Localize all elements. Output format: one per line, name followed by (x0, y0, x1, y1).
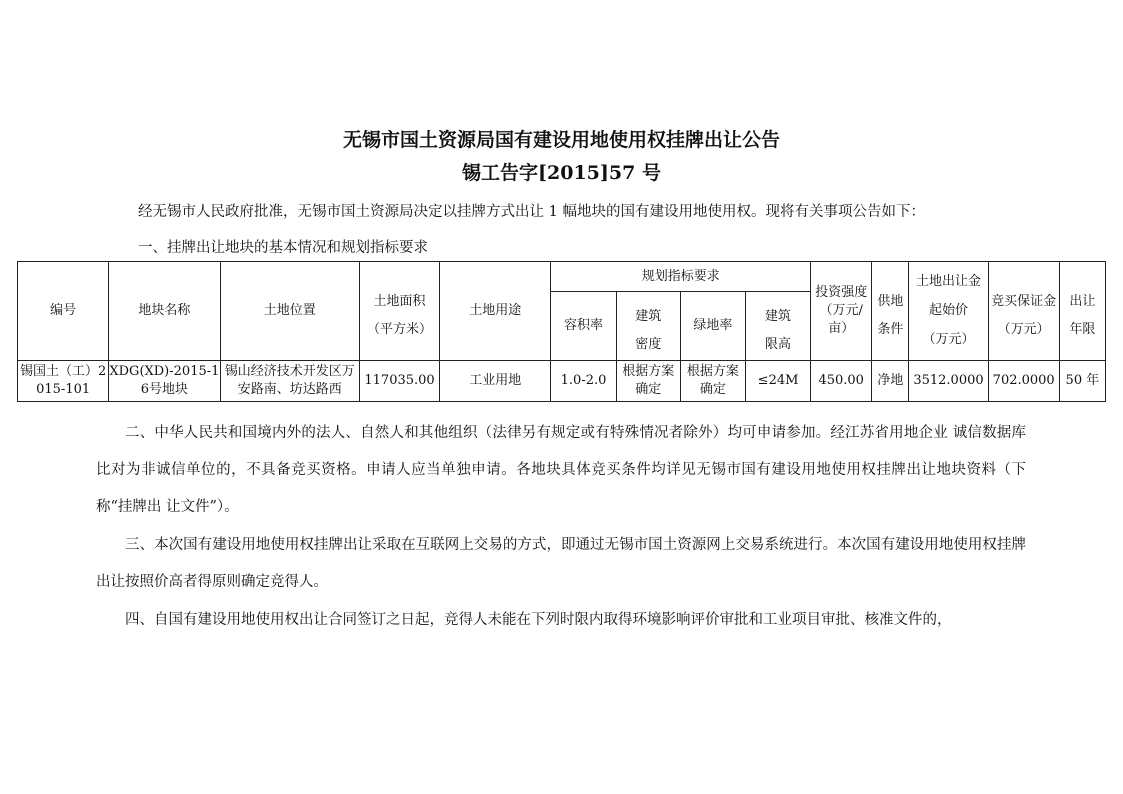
section-2-text: 二、中华人民共和国境内外的法人、自然人和其他组织（法律另有规定或有特殊情况者除外）均可申请参加。经江苏省用地企业 诚信数据库比对为非诚信单位的，不具备竞买资格。申请人应当单独申请。各地块具体竞买条件均详见无锡市国有建设用地使用权挂牌出让地块资料（下称“挂牌出 让文件”）。 (96, 425, 1026, 515)
section-4-text: 四、自国有建设用地使用权出让合同签订之日起，竞得人未能在下列时限内取得环境影响评价审批和工业项目审批、核准文件的， (125, 612, 952, 628)
header-supply: 供地 条件 (872, 262, 909, 361)
document-number: 锡工告字[2015]57 号 (462, 162, 661, 184)
cell-investment: 450.00 (811, 361, 872, 402)
header-use: 土地用途 (440, 262, 551, 361)
cell-height: ≤24M (745, 361, 810, 402)
cell-far: 1.0-2.0 (551, 361, 616, 402)
cell-green: 根据方案确定 (680, 361, 745, 402)
header-far: 容积率 (551, 292, 616, 361)
section-1-heading: 一、挂牌出让地块的基本情况和规划指标要求 (138, 240, 428, 256)
header-deposit: 竞买保证金 （万元） (988, 262, 1059, 361)
table-row (18, 361, 1106, 402)
section-4 (96, 602, 1026, 639)
table-header-row (18, 262, 1106, 292)
header-density: 建筑 密度 (616, 292, 680, 361)
header-height: 建筑 限高 (745, 292, 810, 361)
header-price: 土地出让金 起始价 （万元） (909, 262, 988, 361)
section-2 (96, 415, 1026, 526)
cell-area: 117035.00 (359, 361, 439, 402)
cell-name: XDG(XD)-2015-16号地块 (109, 361, 220, 402)
header-term: 出让 年限 (1059, 262, 1105, 361)
header-code: 编号 (18, 262, 109, 361)
header-area: 土地面积 （平方米） (359, 262, 439, 361)
cell-term: 50 年 (1059, 361, 1105, 402)
cell-supply: 净地 (872, 361, 909, 402)
header-investment: 投资强度 （万元/ 亩） (811, 262, 872, 361)
cell-price: 3512.0000 (909, 361, 988, 402)
intro-paragraph: 经无锡市人民政府批准，无锡市国土资源局决定以挂牌方式出让 1 幅地块的国有建设用地使用权。现将有关事项公告如下： (138, 204, 925, 220)
header-location: 土地位置 (220, 262, 359, 361)
cell-location: 锡山经济技术开发区万安路南、坊达路西 (220, 361, 359, 402)
cell-code: 锡国土（工）2015-101 (18, 361, 109, 402)
cell-use: 工业用地 (440, 361, 551, 402)
document-title: 无锡市国土资源局国有建设用地使用权挂牌出让公告 (342, 129, 780, 151)
section-3 (96, 527, 1026, 601)
section-3-text: 三、本次国有建设用地使用权挂牌出让采取在互联网上交易的方式，即通过无锡市国土资源网上交易系统进行。本次国有建设用地使用权挂牌出让按照价高者得原则确定竞得人。 (96, 537, 1026, 590)
cell-deposit: 702.0000 (988, 361, 1059, 402)
land-parcel-table (17, 261, 1106, 402)
header-planning-group: 规划指标要求 (551, 262, 811, 292)
header-name: 地块名称 (109, 262, 220, 361)
cell-density: 根据方案确定 (616, 361, 680, 402)
header-green: 绿地率 (680, 292, 745, 361)
